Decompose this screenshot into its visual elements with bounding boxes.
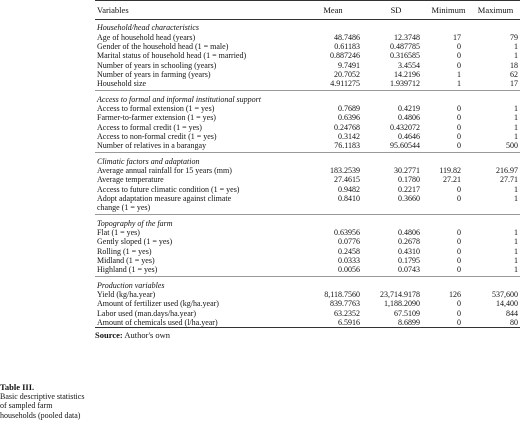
max-value: 80	[471, 318, 520, 328]
mean-value: 63.2352	[334, 308, 360, 318]
table-row	[95, 247, 520, 256]
mean-value: 48.7486	[334, 33, 360, 42]
sd-value: 0.2678	[398, 237, 420, 247]
max-value: 18	[510, 60, 518, 70]
variable-label: Number of relatives in a barangay	[97, 141, 207, 151]
mean-value: 4.911275	[330, 79, 360, 89]
table-row	[95, 123, 520, 132]
mean-value: 0.2458	[338, 246, 360, 256]
table-caption-text: Basic descriptive statistics of sampled farm households (pooled data)	[0, 392, 85, 420]
variable-label: Yield (kg/ha.year)	[97, 290, 156, 300]
mean-value: 0.6396	[338, 113, 360, 123]
mean-value: 0.8410	[338, 193, 360, 203]
variable-label: Access to future climatic condition (1 = yes)	[97, 184, 240, 194]
max-value: 844	[506, 308, 518, 318]
min-value: 1	[457, 79, 461, 89]
max-value: 1	[514, 265, 518, 275]
sd-value: 3.4554	[398, 60, 420, 70]
min-value: 27.21	[443, 175, 461, 185]
variable-label: Household size	[97, 79, 147, 89]
sd-value: 12.3748	[394, 33, 420, 42]
min-value: 0	[457, 122, 461, 132]
min-value: 0	[457, 51, 461, 61]
table-row	[95, 132, 520, 141]
sd-value: 8.6899	[366, 318, 426, 328]
variable-label: Access to formal extension (1 = yes)	[97, 104, 215, 114]
sd-value: 0.1795	[398, 255, 420, 265]
variable-label: Gently sloped (1 = yes)	[97, 237, 173, 247]
stats-table-wrapper	[95, 0, 520, 434]
mean-value: 0.63956	[334, 228, 360, 238]
sd-value: 0.1780	[398, 175, 420, 185]
sd-value: 0.0743	[398, 265, 420, 275]
variable-label: Flat (1 = yes)	[97, 228, 140, 238]
max-value: 1	[514, 122, 518, 132]
table-source	[95, 328, 520, 340]
mean-value: 0.9482	[338, 184, 360, 194]
header-variables: Variables	[95, 1, 300, 20]
max-value: 62	[510, 69, 518, 79]
table-row	[95, 33, 520, 42]
mean-value: 27.4615	[334, 175, 360, 185]
sd-value: 0.3660	[398, 193, 420, 203]
max-value: 1	[514, 184, 518, 194]
table-row	[95, 290, 520, 299]
variable-label: Amount of fertilizer used (kg/ha.year)	[97, 299, 219, 309]
min-value: 0	[457, 113, 461, 123]
max-value: 17	[510, 79, 518, 89]
mean-value: 0.61183	[334, 42, 360, 52]
max-value: 216.97	[496, 166, 518, 176]
table-row	[95, 318, 520, 328]
mean-value: 0.887246	[330, 51, 360, 61]
table-caption	[0, 383, 88, 420]
section-heading-row	[95, 215, 520, 229]
mean-value: 8,118.7560	[324, 290, 360, 300]
sd-value: 0.487785	[390, 42, 420, 52]
sd-value: 30.2771	[394, 166, 420, 176]
min-value: 0	[457, 246, 461, 256]
variable-label: Access to formal credit (1 = yes)	[97, 122, 202, 132]
table-row	[95, 299, 520, 308]
min-value: 1	[457, 69, 461, 79]
sd-value: 0.4806	[398, 113, 420, 123]
variable-label: Labor used (man.days/ha.year)	[97, 308, 197, 318]
sd-value: 0.4806	[398, 228, 420, 238]
variable-label: Age of household head (years)	[97, 33, 196, 42]
variable-label: Marital status of household head (1 = married)	[97, 51, 247, 61]
min-value: 119.82	[439, 166, 461, 176]
sd-value: 0.432072	[390, 122, 420, 132]
max-value: 1	[514, 51, 518, 61]
min-value: 0	[457, 131, 461, 141]
sd-value: 0.2217	[398, 184, 420, 194]
table-row	[95, 70, 520, 79]
table-row	[95, 194, 520, 203]
max-value: 79	[510, 33, 518, 42]
mean-value: 183.2539	[330, 166, 360, 176]
min-value: 0	[457, 141, 461, 151]
min-value: 0	[457, 265, 461, 275]
min-value: 0	[457, 184, 461, 194]
max-value: 14,400	[496, 299, 518, 309]
variable-label: Farmer-to-farmer extension (1 = yes)	[97, 113, 216, 123]
header-sd: SD	[366, 1, 426, 20]
min-value: 0	[457, 237, 461, 247]
variable-label: Rolling (1 = yes)	[97, 246, 152, 256]
section-title: Production variables	[97, 280, 165, 290]
min-value: 0	[457, 308, 461, 318]
mean-value: 0.0056	[338, 265, 360, 275]
variable-label: Number of years in schooling (years)	[97, 60, 217, 70]
section-title: Topography of the farm	[97, 218, 173, 228]
min-value: 0	[457, 255, 461, 265]
table-row	[95, 61, 520, 70]
sd-value: 95.60544	[390, 141, 420, 151]
variable-label: Average annual rainfall for 15 years (mm)	[97, 166, 232, 176]
sd-value: 1,188.2090	[384, 299, 420, 309]
mean-value: 76.1183	[334, 141, 360, 151]
mean-value: 0.3142	[338, 131, 360, 141]
variable-label: Amount of chemicals used (l/ha.year)	[95, 318, 300, 328]
max-value: 27.71	[500, 175, 518, 185]
table-row	[95, 113, 520, 122]
table-row	[95, 175, 520, 184]
mean-value: 0.0776	[338, 237, 360, 247]
sd-value: 0.316585	[390, 51, 420, 61]
source-text: Author's own	[124, 330, 171, 341]
min-value: 0	[457, 104, 461, 114]
sd-value: 67.5109	[394, 308, 420, 318]
empty-cell	[471, 203, 520, 212]
max-value: 1	[514, 131, 518, 141]
max-value: 500	[506, 141, 518, 151]
sd-value: 23,714.9178	[380, 290, 420, 300]
max-value: 1	[514, 104, 518, 114]
min-value: 0	[426, 318, 471, 328]
min-value: 0	[457, 193, 461, 203]
section-title: Climatic factors and adaptation	[97, 156, 200, 166]
descriptive-stats-table	[95, 0, 520, 328]
min-value: 0	[457, 228, 461, 238]
max-value: 1	[514, 246, 518, 256]
min-value: 17	[453, 33, 461, 42]
max-value: 537,600	[492, 290, 518, 300]
table-row	[95, 51, 520, 60]
table-row	[95, 79, 520, 88]
table-caption-label: Table III.	[0, 382, 35, 392]
header-maximum: Maximum	[471, 1, 520, 20]
section-title: Household/head characteristics	[97, 23, 199, 33]
table-row	[95, 237, 520, 246]
table-row	[95, 166, 520, 175]
max-value: 1	[514, 255, 518, 265]
table-row	[95, 185, 520, 194]
sd-value: 0.4310	[398, 246, 420, 256]
section-heading-row	[95, 153, 520, 167]
section-heading-row	[95, 20, 520, 34]
source-label: Source:	[95, 330, 123, 341]
table-row	[95, 265, 520, 274]
max-value: 1	[514, 193, 518, 203]
min-value: 126	[449, 290, 461, 300]
table-header-row	[95, 1, 520, 20]
sd-value: 0.4219	[398, 104, 420, 114]
mean-value: 839.7763	[330, 299, 360, 309]
mean-value: 0.24768	[334, 122, 360, 132]
section-title: Access to formal and informal institutional support	[97, 94, 262, 104]
table-row	[95, 42, 520, 51]
empty-cell	[366, 203, 426, 212]
max-value: 1	[514, 42, 518, 52]
sd-value: 1.939712	[390, 79, 420, 89]
section-heading-row	[95, 91, 520, 105]
variable-label: Gender of the household head (1 = male)	[97, 42, 229, 52]
variable-label: Adopt adaptation measure against climate	[97, 193, 232, 203]
min-value: 0	[457, 42, 461, 52]
variable-label-continued: change (1 = yes)	[97, 203, 151, 213]
variable-label: Average temperature	[97, 175, 164, 185]
min-value: 0	[457, 60, 461, 70]
sd-value: 14.2196	[394, 69, 420, 79]
variable-label: Access to non-formal credit (1 = yes)	[97, 131, 217, 141]
empty-cell	[426, 203, 471, 212]
empty-cell	[300, 203, 366, 212]
max-value: 1	[514, 113, 518, 123]
header-mean: Mean	[300, 1, 366, 20]
variable-label: Highland (1 = yes)	[97, 265, 158, 275]
table-row	[95, 104, 520, 113]
variable-label: Midland (1 = yes)	[97, 255, 155, 265]
table-row-continuation	[95, 203, 520, 212]
header-minimum: Minimum	[426, 1, 471, 20]
mean-value: 6.5916	[300, 318, 366, 328]
table-row	[95, 228, 520, 237]
min-value: 0	[457, 299, 461, 309]
table-body	[95, 20, 520, 328]
section-heading-row	[95, 277, 520, 291]
mean-value: 0.7689	[338, 104, 360, 114]
table-row	[95, 141, 520, 150]
mean-value: 20.7052	[334, 69, 360, 79]
variable-label: Number of years in farming (years)	[97, 69, 211, 79]
mean-value: 9.7491	[338, 60, 360, 70]
table-row	[95, 309, 520, 318]
max-value: 1	[514, 228, 518, 238]
sd-value: 0.4646	[398, 131, 420, 141]
max-value: 1	[514, 237, 518, 247]
table-row	[95, 256, 520, 265]
mean-value: 0.0333	[338, 255, 360, 265]
